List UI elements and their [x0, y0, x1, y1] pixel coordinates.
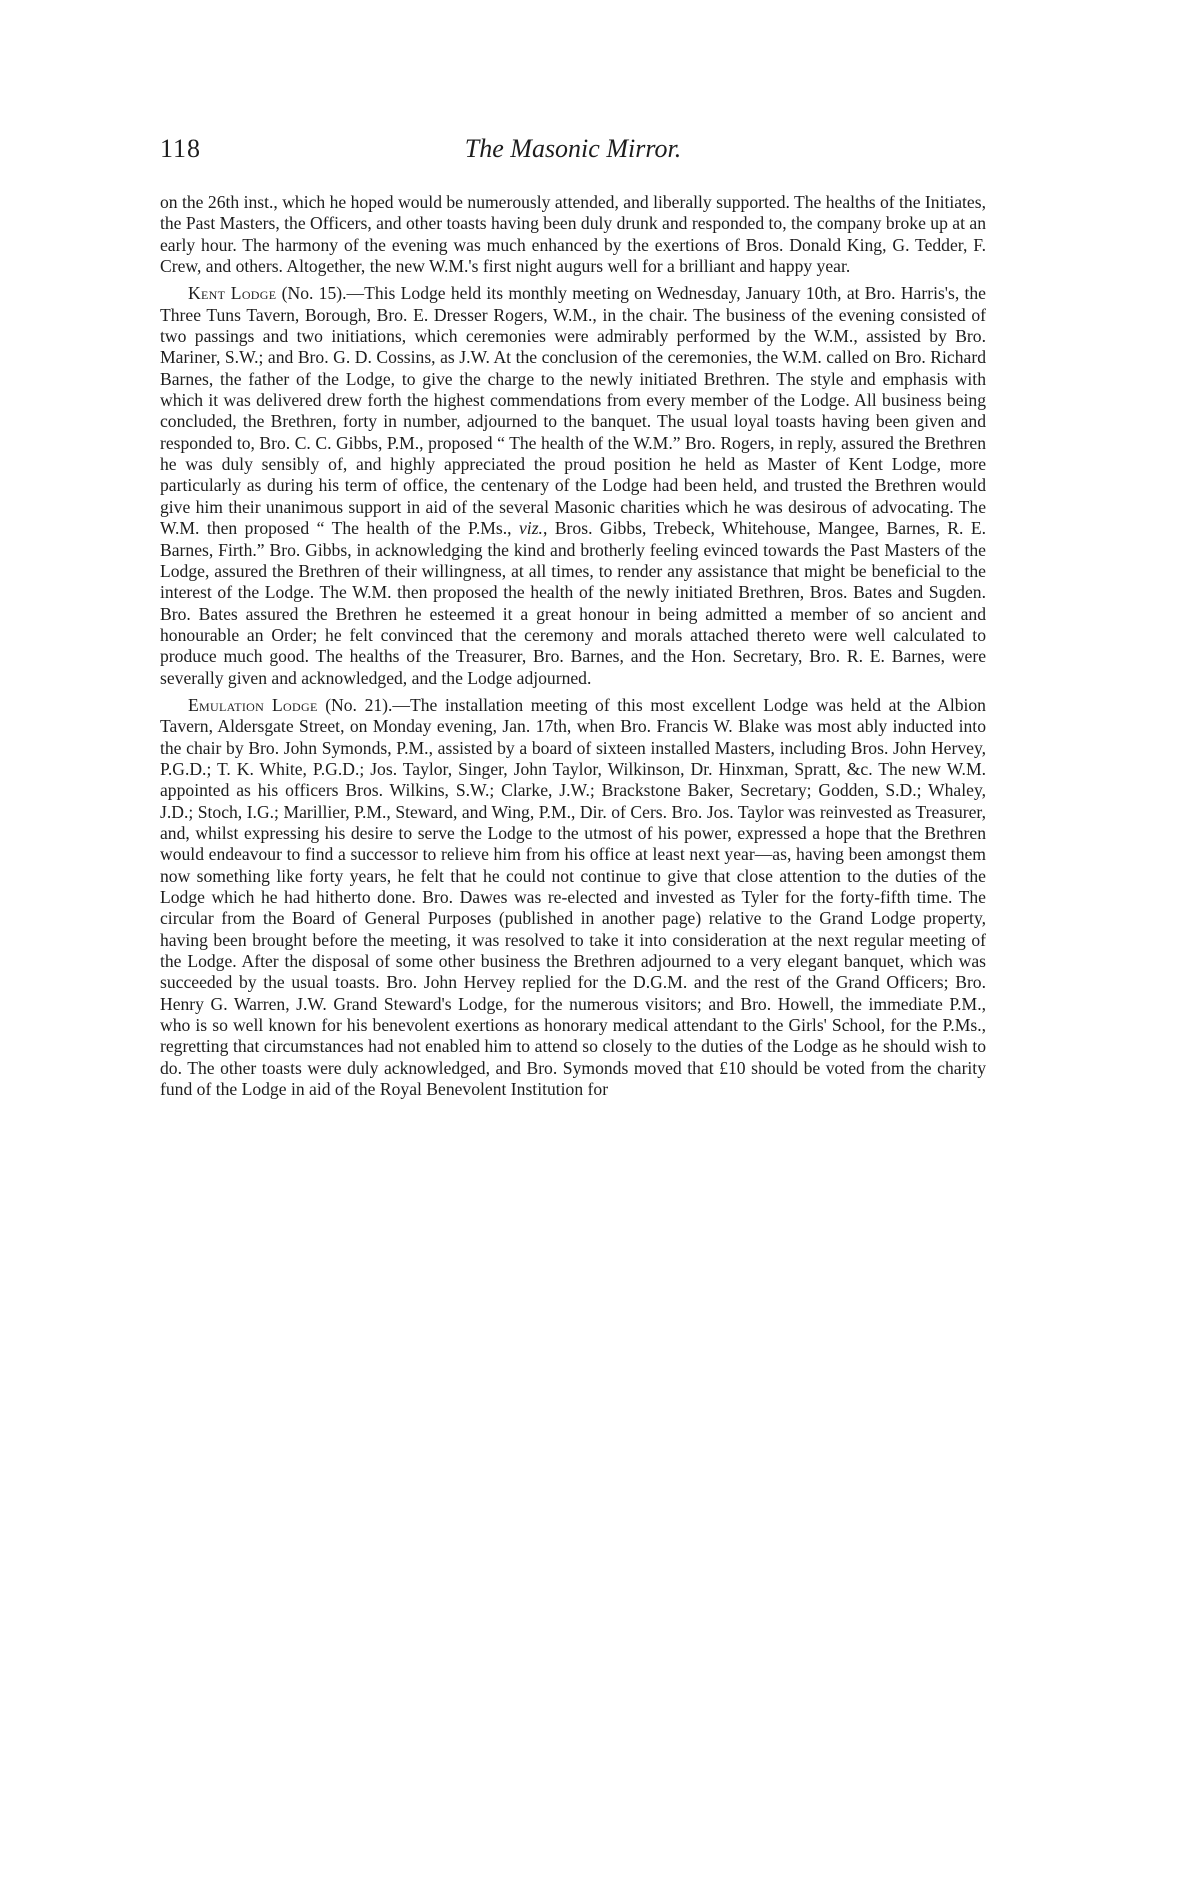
article-body — [160, 192, 986, 1100]
paragraph-text: on the 26th inst., which he hoped would be numerously attended, and liberally supported. The healths of the Initiates, the Past Masters, the Officers, and other toasts having been duly drunk and responded to, the company broke up at an early hour. The harmony of the evening was much enhanced by the exertions of Bros. Donald King, G. Tedder, F. Crew, and others. Altogether, the new W.M.'s first night augurs well for a brilliant and happy year. — [160, 192, 986, 277]
italic-text: viz. — [519, 518, 543, 539]
paragraph-continuation — [160, 192, 986, 277]
lodge-heading: Kent Lodge — [188, 283, 277, 304]
page-number: 118 — [160, 134, 202, 163]
document-page — [160, 130, 986, 1100]
journal-title: The Masonic Mirror. — [464, 134, 682, 163]
paragraph-emulation-lodge — [160, 695, 986, 1101]
lodge-heading: Emulation Lodge — [188, 694, 318, 715]
paragraph-text: , Bros. Gibbs, Trebeck, Whitehouse, Mangee, Barnes, R. E. Barnes, Firth.” Bro. Gibbs, in acknowledging the kind and brotherly feeling evinced towards the Past Masters of the Lodge, assured the Brethren of their willingness, at all times, to render any assistance that might be beneficial to the interest of the Lodge. The W.M. then proposed the health of the newly initiated Brethren, Bros. Bates and Sugden. Bro. Bates assured the Brethren he esteemed it a great honour in being admitted a member of so ancient and honourable an Order; he felt convinced that the ceremony and morals attached thereto were well calculated to produce much good. The healths of the Treasurer, Bro. Barnes, and the Hon. Secretary, Bro. R. E. Barnes, were severally given and acknowledged, and the Lodge adjourned. — [160, 518, 987, 688]
running-head — [160, 130, 986, 172]
paragraph-text: (No. 15).—This Lodge held its monthly meeting on Wednesday, January 10th, at Bro. Harris's, the Three Tuns Tavern, Borough, Bro. E. Dresser Rogers, W.M., in the chair. The business of the evening consisted of two passings and two initiations, which ceremonies were admirably performed by the W.M., assisted by Bro. Mariner, S.W.; and Bro. G. D. Cossins, as J.W. At the conclusion of the ceremonies, the W.M. called on Bro. Richard Barnes, the father of the Lodge, to give the charge to the newly initiated Brethren. The style and emphasis with which it was delivered drew forth the highest commendations from every member of the Lodge. All business being concluded, the Brethren, forty in number, adjourned to the banquet. The usual loyal toasts having been given and responded to, Bro. C. C. Gibbs, P.M., proposed “ The health of the W.M.” Bro. Rogers, in reply, assured the Brethren he was duly sensibly of, and highly appreciated the proud position he held as Master of Kent Lodge, more particularly as during his term of office, the centenary of the Lodge had been held, and trusted the Brethren would give him their unanimous support in aid of the several Masonic charities which he was desirous of advocating. The W.M. then proposed “ The health of the P.Ms., — [160, 283, 986, 539]
paragraph-text: (No. 21).—The installation meeting of this most excellent Lodge was held at the Albion Tavern, Aldersgate Street, on Monday evening, Jan. 17th, when Bro. Francis W. Blake was most ably inducted into the chair by Bro. John Symonds, P.M., assisted by a board of sixteen installed Masters, including Bros. John Hervey, P.G.D.; T. K. White, P.G.D.; Jos. Taylor, Singer, John Taylor, Wilkinson, Dr. Hinxman, Spratt, &c. The new W.M. appointed as his officers Bros. Wilkins, S.W.; Clarke, J.W.; Brackstone Baker, Secretary; Godden, S.D.; Whaley, J.D.; Stoch, I.G.; Marillier, P.M., Steward, and Wing, P.M., Dir. of Cers. Bro. Jos. Taylor was reinvested as Treasurer, and, whilst expressing his desire to serve the Lodge to the utmost of his power, expressed a hope that the Brethren would endeavour to find a successor to relieve him from his office at least next year—as, having been amongst them now something like forty years, he felt that he could not continue to give that close attention to the duties of the Lodge which he had hitherto done. Bro. Dawes was re-elected and invested as Tyler for the forty-fifth time. The circular from the Board of General Purposes (published in another page) relative to the Grand Lodge property, having been brought before the meeting, it was resolved to take it into consideration at the next regular meeting of the Lodge. After the disposal of some other business the Brethren adjourned to a very elegant banquet, which was succeeded by the usual toasts. Bro. John Hervey replied for the D.G.M. and the rest of the Grand Officers; Bro. Henry G. Warren, J.W. Grand Steward's Lodge, for the numerous visitors; and Bro. Howell, the immediate P.M., who is so well known for his benevolent exertions as honorary medical attendant to the Girls' School, for the P.Ms., regretting that circumstances had not enabled him to attend so closely to the duties of the Lodge as he should wish to do. The other toasts were duly acknowledged, and Bro. Symonds moved that £10 should be voted from the charity fund of the Lodge in aid of the Royal Benevolent Institution for — [160, 694, 986, 1100]
paragraph-kent-lodge — [160, 283, 986, 689]
